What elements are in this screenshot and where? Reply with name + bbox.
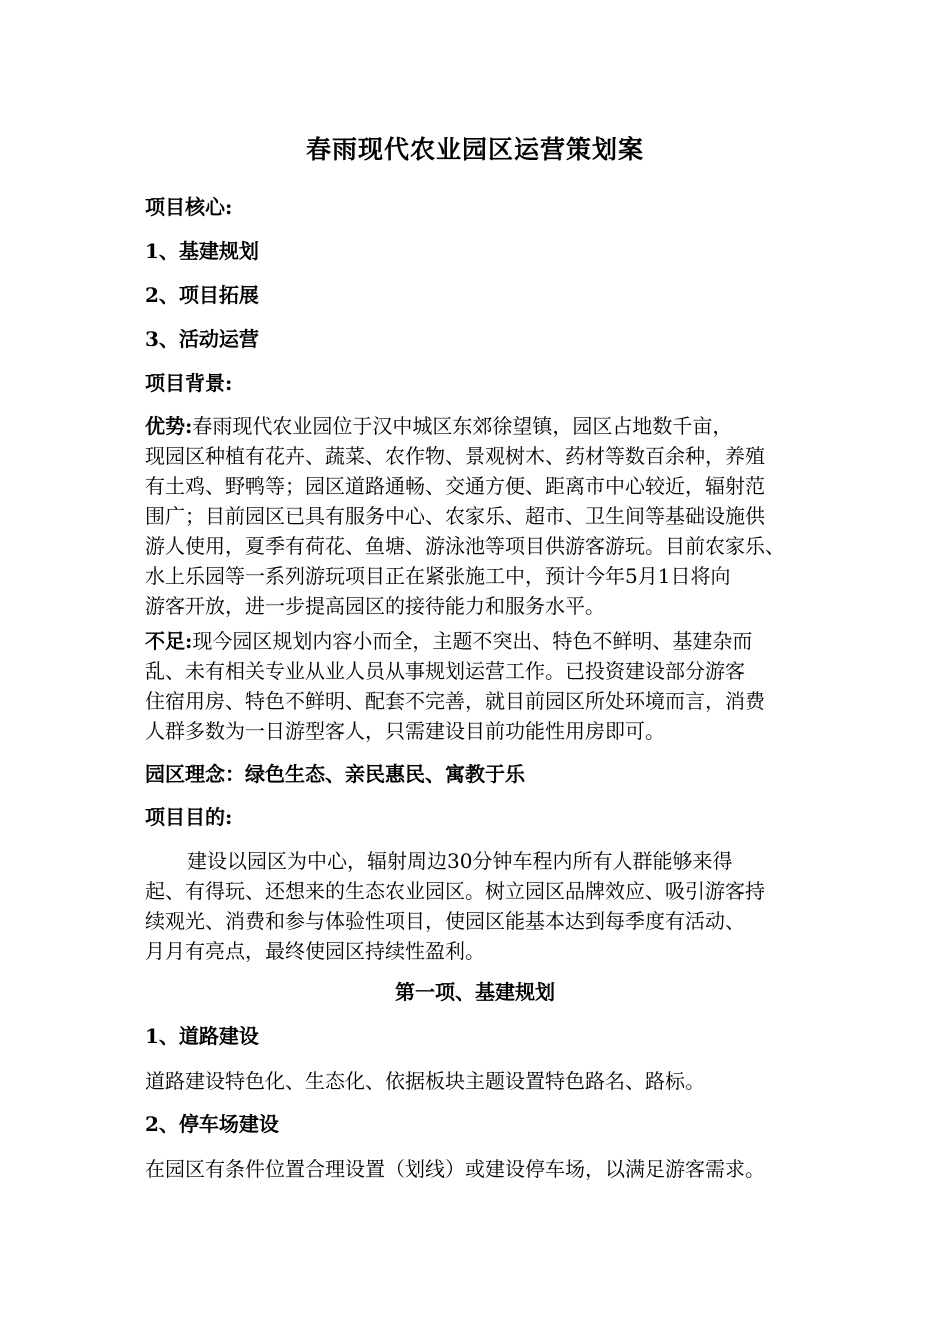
road-text: 道路建设特色化、生态化、依据板块主题设置特色路名、路标。: [145, 1069, 705, 1093]
goal-line: 起、有得玩、还想来的生态农业园区。树立园区品牌效应、吸引游客持: [145, 879, 765, 903]
advantage-line: 游人使用，夏季有荷花、鱼塘、游泳池等项目供游客游玩。目前农家乐、: [145, 534, 785, 558]
shortcoming-line: 人群多数为一日游型客人，只需建设目前功能性用房即可。: [145, 719, 665, 743]
shortcoming-line: 乱、未有相关专业从业人员从事规划运营工作。已投资建设部分游客: [145, 659, 745, 683]
advantage-paragraph: [145, 411, 815, 621]
document-title: 春雨现代农业园区运营策划案: [305, 135, 644, 164]
goal-line: 续观光、消费和参与体验性项目，使园区能基本达到每季度有活动、: [145, 909, 745, 933]
shortcoming-line: 住宿用房、特色不鲜明、配套不完善，就目前园区所处环境而言，消费: [145, 689, 765, 713]
goal-paragraph: [145, 846, 815, 966]
advantage-line: 围广；目前园区已具有服务中心、农家乐、超市、卫生间等基础设施供: [145, 504, 765, 528]
advantage-line: 游客开放，进一步提高园区的接待能力和服务水平。: [145, 594, 605, 618]
parking-heading: 2、停车场建设: [145, 1112, 279, 1136]
goal-heading: 项目目的:: [145, 805, 233, 829]
shortcoming-label: 不足:: [145, 629, 193, 653]
advantage-line: 水上乐园等一系列游玩项目正在紧张施工中，预计今年5月1日将向: [145, 564, 731, 588]
shortcoming-line: 不足:现今园区规划内容小而全，主题不突出、特色不鲜明、基建杂而: [145, 629, 753, 653]
core-item-3: 3、活动运营: [145, 327, 259, 351]
background-heading: 项目背景:: [145, 371, 233, 395]
advantage-line: 优势:春雨现代农业园位于汉中城区东郊徐望镇，园区占地数千亩，: [145, 414, 733, 438]
goal-line: 建设以园区为中心，辐射周边30分钟车程内所有人群能够来得: [187, 849, 733, 873]
goal-line: 月月有亮点，最终使园区持续性盈利。: [145, 939, 485, 963]
core-heading: 项目核心:: [145, 195, 233, 219]
advantage-line: 有土鸡、野鸭等；园区道路通畅、交通方便、距离市中心较近，辐射范: [145, 474, 765, 498]
concept-heading: 园区理念：绿色生态、亲民惠民、寓教于乐: [145, 762, 525, 786]
core-item-1: 1、基建规划: [145, 239, 259, 263]
core-item-2: 2、项目拓展: [145, 283, 259, 307]
advantage-line: 现园区种植有花卉、蔬菜、农作物、景观树木、药材等数百余种，养殖: [145, 444, 765, 468]
section1-heading: 第一项、基建规划: [395, 980, 555, 1004]
road-heading: 1、道路建设: [145, 1024, 259, 1048]
advantage-label: 优势:: [145, 414, 193, 438]
shortcoming-paragraph: [145, 626, 815, 746]
parking-text: 在园区有条件位置合理设置（划线）或建设停车场，以满足游客需求。: [145, 1157, 765, 1181]
